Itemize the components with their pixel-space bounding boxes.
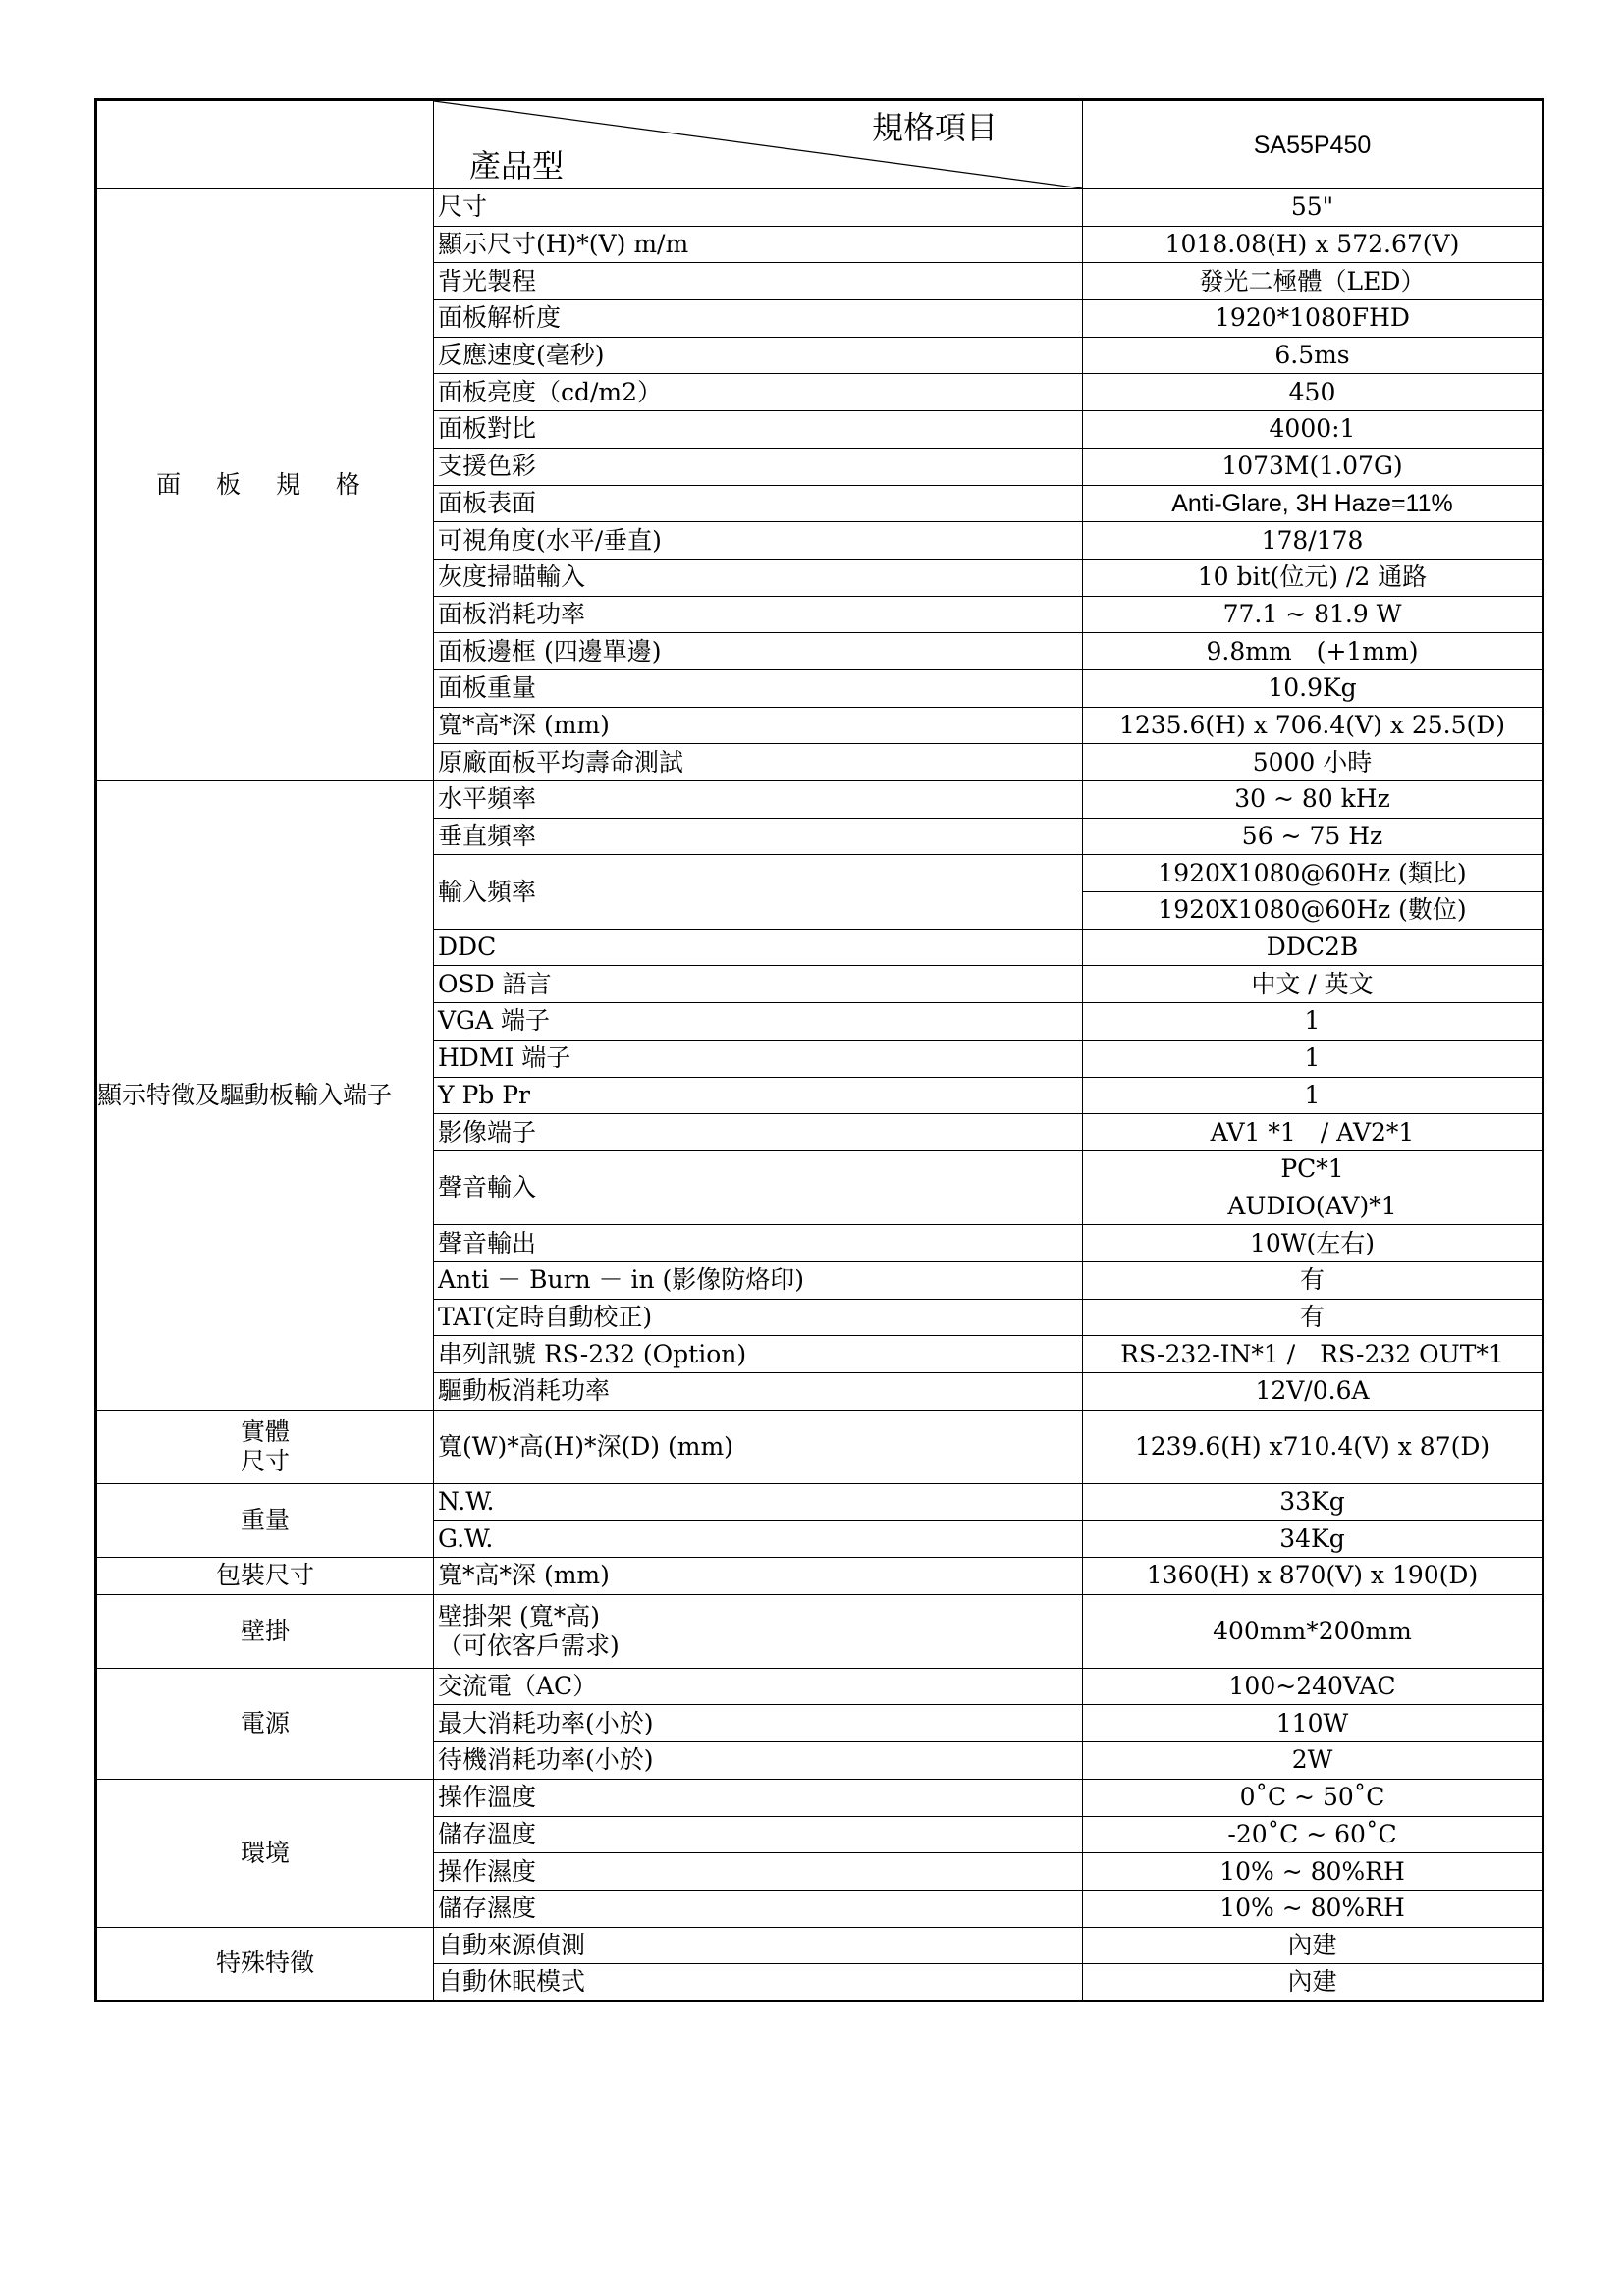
spec-value: 1073M(1.07G)	[1083, 448, 1543, 485]
spec-value: Anti-Glare, 3H Haze=11%	[1083, 485, 1543, 522]
spec-value: -20˚C ~ 60˚C	[1083, 1816, 1543, 1853]
section-label-power: 電源	[96, 1668, 434, 1779]
section-label-special: 特殊特徵	[96, 1927, 434, 2001]
spec-value: 4000:1	[1083, 411, 1543, 449]
section-label-panel: 面 板 規 格	[96, 189, 434, 781]
table-row	[96, 1558, 1543, 1595]
spec-value: 10% ~ 80%RH	[1083, 1853, 1543, 1891]
spec-item: 最大消耗功率(小於)	[434, 1705, 1083, 1742]
spec-item: 反應速度(毫秒)	[434, 337, 1083, 374]
spec-value: 1920X1080@60Hz (數位)	[1083, 892, 1543, 930]
spec-item: 面板亮度（cd/m2）	[434, 374, 1083, 411]
spec-item: 寬*高*深 (mm)	[434, 707, 1083, 744]
model-name: SA55P450	[1083, 100, 1543, 189]
spec-item: N.W.	[434, 1483, 1083, 1521]
table-row	[96, 1483, 1543, 1521]
spec-item: OSD 語言	[434, 966, 1083, 1003]
spec-item: DDC	[434, 929, 1083, 966]
spec-value: 1239.6(H) x710.4(V) x 87(D)	[1083, 1410, 1543, 1483]
spec-value: 12V/0.6A	[1083, 1373, 1543, 1411]
spec-item: 輸入頻率	[434, 855, 1083, 929]
spec-value: 0˚C ~ 50˚C	[1083, 1779, 1543, 1816]
spec-value: RS-232-IN*1 / RS-232 OUT*1	[1083, 1336, 1543, 1373]
spec-value: 內建	[1083, 1964, 1543, 2002]
spec-value: 10.9Kg	[1083, 669, 1543, 707]
spec-item: 面板邊框 (四邊單邊)	[434, 633, 1083, 670]
spec-item: G.W.	[434, 1521, 1083, 1558]
spec-item: 聲音輸入	[434, 1150, 1083, 1224]
table-row	[96, 1594, 1543, 1668]
section-label-body-size: 實體 尺寸	[96, 1410, 434, 1483]
section-label-environment: 環境	[96, 1779, 434, 1927]
spec-value: 178/178	[1083, 522, 1543, 560]
spec-value: 中文 / 英文	[1083, 966, 1543, 1003]
spec-value: 9.8mm (+1mm)	[1083, 633, 1543, 670]
spec-item: 交流電（AC）	[434, 1668, 1083, 1705]
spec-item: HDMI 端子	[434, 1040, 1083, 1077]
spec-value: 1920*1080FHD	[1083, 300, 1543, 338]
spec-item: 串列訊號 RS-232 (Option)	[434, 1336, 1083, 1373]
spec-item: 操作濕度	[434, 1853, 1083, 1891]
spec-item: 面板重量	[434, 669, 1083, 707]
spec-item: 垂直頻率	[434, 818, 1083, 855]
spec-value: 發光二極體（LED）	[1083, 263, 1543, 300]
section-label-package: 包裝尺寸	[96, 1558, 434, 1595]
spec-value: 77.1 ~ 81.9 W	[1083, 596, 1543, 633]
spec-item: 待機消耗功率(小於)	[434, 1742, 1083, 1780]
spec-item: Y Pb Pr	[434, 1077, 1083, 1114]
spec-value: PC*1	[1083, 1150, 1543, 1188]
spec-item: 儲存濕度	[434, 1890, 1083, 1927]
spec-value: 34Kg	[1083, 1521, 1543, 1558]
section-label-display: 顯示特徵及驅動板輸入端子	[96, 781, 434, 1411]
spec-item: 儲存溫度	[434, 1816, 1083, 1853]
spec-value: AV1 *1 / AV2*1	[1083, 1114, 1543, 1151]
spec-item: 影像端子	[434, 1114, 1083, 1151]
section-label-weight: 重量	[96, 1483, 434, 1557]
spec-item: 面板消耗功率	[434, 596, 1083, 633]
spec-item: 自動休眠模式	[434, 1964, 1083, 2002]
spec-item: 寬*高*深 (mm)	[434, 1558, 1083, 1595]
spec-value: 2W	[1083, 1742, 1543, 1780]
spec-value: DDC2B	[1083, 929, 1543, 966]
spec-value: 400mm*200mm	[1083, 1594, 1543, 1668]
spec-item: 聲音輸出	[434, 1225, 1083, 1262]
spec-item: 尺寸	[434, 189, 1083, 227]
spec-value: 10 bit(位元) /2 通路	[1083, 559, 1543, 596]
spec-value: 56 ~ 75 Hz	[1083, 818, 1543, 855]
spec-value: 100~240VAC	[1083, 1668, 1543, 1705]
spec-value: 1235.6(H) x 706.4(V) x 25.5(D)	[1083, 707, 1543, 744]
spec-item: 寬(W)*高(H)*深(D) (mm)	[434, 1410, 1083, 1483]
spec-value: 1018.08(H) x 572.67(V)	[1083, 226, 1543, 263]
spec-value: 10W(左右)	[1083, 1225, 1543, 1262]
header-spec-item-label: 規格項目	[871, 109, 998, 146]
spec-item: 原廠面板平均壽命測試	[434, 744, 1083, 781]
table-row	[96, 1779, 1543, 1816]
table-row	[96, 1410, 1543, 1483]
spec-value: 6.5ms	[1083, 337, 1543, 374]
spec-item: 可視角度(水平/垂直)	[434, 522, 1083, 560]
spec-value: 1920X1080@60Hz (類比)	[1083, 855, 1543, 892]
spec-item: Anti － Burn － in (影像防烙印)	[434, 1261, 1083, 1299]
header-product-type-label: 產品型	[469, 147, 565, 185]
header-row	[96, 100, 1543, 189]
spec-value: 有	[1083, 1299, 1543, 1336]
spec-value: 450	[1083, 374, 1543, 411]
table-row	[96, 781, 1543, 819]
spec-value: 1	[1083, 1003, 1543, 1041]
spec-item: 水平頻率	[434, 781, 1083, 819]
spec-value: AUDIO(AV)*1	[1083, 1188, 1543, 1225]
table-row	[96, 189, 1543, 227]
spec-item: 自動來源偵測	[434, 1927, 1083, 1964]
spec-item: VGA 端子	[434, 1003, 1083, 1041]
table-row	[96, 1927, 1543, 1964]
spec-table	[94, 98, 1544, 2002]
spec-item: 背光製程	[434, 263, 1083, 300]
spec-value: 55"	[1083, 189, 1543, 227]
spec-value: 30 ~ 80 kHz	[1083, 781, 1543, 819]
spec-item: 灰度掃瞄輸入	[434, 559, 1083, 596]
spec-value: 10% ~ 80%RH	[1083, 1890, 1543, 1927]
spec-value: 內建	[1083, 1927, 1543, 1964]
spec-item: 面板對比	[434, 411, 1083, 449]
spec-item: 面板表面	[434, 485, 1083, 522]
spec-value: 33Kg	[1083, 1483, 1543, 1521]
spec-item: 驅動板消耗功率	[434, 1373, 1083, 1411]
spec-value: 1	[1083, 1077, 1543, 1114]
header-diagonal-cell	[434, 100, 1083, 189]
header-blank-cell	[96, 100, 434, 189]
spec-item: 面板解析度	[434, 300, 1083, 338]
spec-item: 壁掛架 (寬*高) （可依客戶需求)	[434, 1594, 1083, 1668]
spec-item: 支援色彩	[434, 448, 1083, 485]
table-row	[96, 1668, 1543, 1705]
spec-value: 有	[1083, 1261, 1543, 1299]
section-label-wall-mount: 壁掛	[96, 1594, 434, 1668]
spec-item: TAT(定時自動校正)	[434, 1299, 1083, 1336]
spec-value: 110W	[1083, 1705, 1543, 1742]
spec-value: 1	[1083, 1040, 1543, 1077]
spec-value: 5000 小時	[1083, 744, 1543, 781]
spec-item: 操作溫度	[434, 1779, 1083, 1816]
spec-value: 1360(H) x 870(V) x 190(D)	[1083, 1558, 1543, 1595]
spec-item: 顯示尺寸(H)*(V) m/m	[434, 226, 1083, 263]
